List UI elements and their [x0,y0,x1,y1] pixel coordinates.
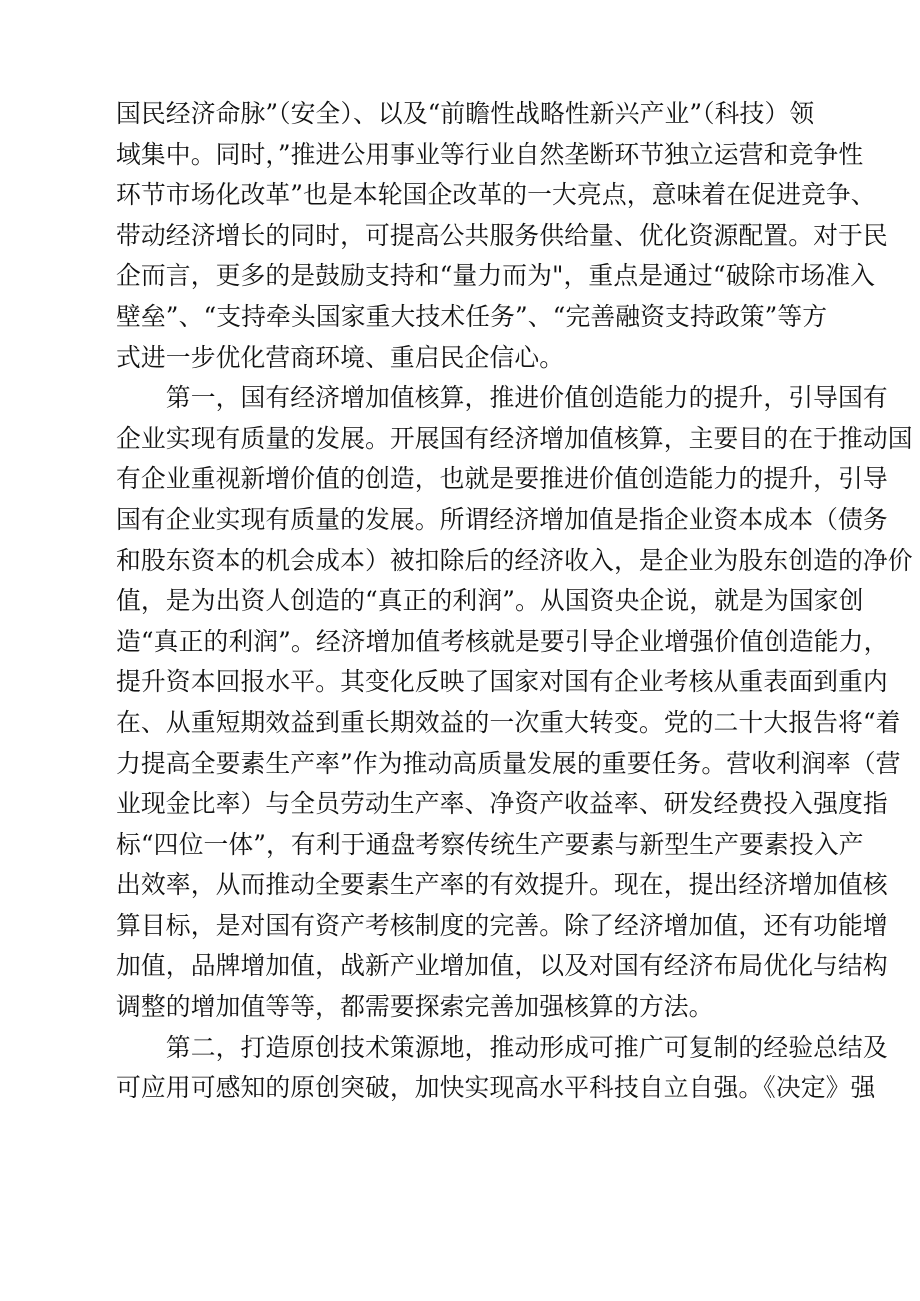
text-line: 域集中。同时，”推进公用事业等行业自然垄断环节独立运营和竞争性 [116,139,864,169]
text-line: 调整的增加值等等，都需要探索完善加强核算的方法。 [116,992,714,1022]
text-line: 值，是为出资人创造的“真正的利润”。从国资央企说，就是为国家创 [116,586,864,616]
text-line: 第一，国有经济增加值核算，推进价值创造能力的提升，引导国有 [116,383,888,413]
text-line: 算目标，是对国有资产考核制度的完善。除了经济增加值，还有功能增 [116,910,888,940]
text-line: 国有企业实现有质量的发展。所谓经济增加值是指企业资本成本（债务 [116,504,888,534]
text-line: 在、从重短期效益到重长期效益的一次重大转变。党的二十大报告将“着 [116,707,901,737]
text-line: 和股东资本的机会成本）被扣除后的经济收入，是企业为股东创造的净价 [116,545,913,575]
text-line: 带动经济增长的同时，可提高公共服务供给量、优化资源配置。对于民 [116,220,888,250]
text-line: 第二，打造原创技术策源地，推动形成可推广可复制的经验总结及 [116,1032,888,1062]
text-line: 出效率，从而推动全要素生产率的有效提升。现在，提出经济增加值核 [116,870,888,900]
paragraph-second-point [116,1028,888,1109]
text-line: 环节市场化改革”也是本轮国企改革的一大亮点，意味着在促进竞争、 [116,180,876,210]
text-line: 业现金比率）与全员劳动生产率、净资产收益率、研发经费投入强度指 [116,789,888,819]
text-line: 加值，品牌增加值，战新产业增加值，以及对国有经济布局优化与结构 [116,951,888,981]
text-line: 提升资本回报水平。其变化反映了国家对国有企业考核从重表面到重内 [116,667,888,697]
paragraph-continuation [116,94,888,378]
paragraph-first-point [116,378,913,1028]
text-line: 企而言，更多的是鼓励支持和“量力而为"，重点是通过“破除市场准入 [116,261,876,291]
document-body [116,94,913,1109]
text-line: 标“四位一体”，有利于通盘考察传统生产要素与新型生产要素投入产 [116,829,864,859]
text-line: 式进一步优化营商环境、重启民企信心。 [116,342,565,372]
text-line: 可应用可感知的原创突破，加快实现高水平科技自立自强。《决定》强 [116,1073,876,1103]
text-line: 力提高全要素生产率”作为推动高质量发展的重要任务。营收利润率（营 [116,748,901,778]
text-line: 壁垒”、“支持牵头国家重大技术任务”、“完善融资支持政策”等方 [116,301,828,331]
text-line: 造“真正的利润”。经济增加值考核就是要引导企业增强价值创造能力， [116,626,889,656]
text-line: 国民经济命脉”（安全）、以及“前瞻性战略性新兴产业”（科技）领 [116,99,815,128]
text-line: 企业实现有质量的发展。开展国有经济增加值核算，主要目的在于推动国 [116,423,913,453]
text-line: 有企业重视新增价值的创造，也就是要推进价值创造能力的提升，引导 [116,464,888,494]
